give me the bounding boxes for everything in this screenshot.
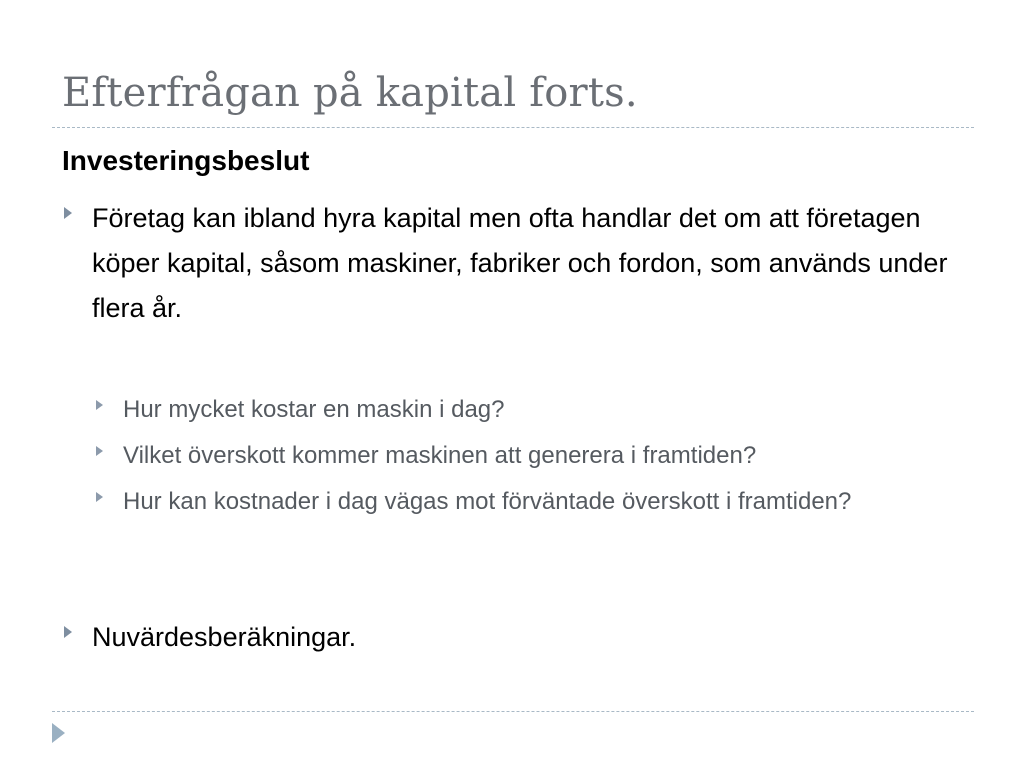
sub-bullet-arrow-icon bbox=[96, 446, 103, 456]
sub-bullet-arrow-icon bbox=[96, 400, 103, 410]
title-divider bbox=[52, 127, 974, 128]
sub-bullet-item bbox=[95, 482, 945, 521]
sub-bullet-text: Vilket överskott kommer maskinen att generera i framtiden? bbox=[123, 442, 757, 469]
bullet-item bbox=[62, 196, 952, 331]
sub-bullet-text: Hur kan kostnader i dag vägas mot förväntade överskott i framtiden? bbox=[123, 488, 852, 515]
footer-divider bbox=[52, 711, 974, 712]
section-heading: Investeringsbeslut bbox=[62, 145, 310, 176]
bullet-text: Företag kan ibland hyra kapital men ofta handlar det om att företagen köper kapital, såsom maskiner, fabriker och fordon, som används under flera år. bbox=[92, 203, 948, 323]
sub-bullet-item bbox=[95, 436, 945, 475]
footer-triangle-icon bbox=[52, 723, 65, 743]
sub-bullet-item bbox=[95, 390, 945, 429]
bullet-arrow-icon bbox=[64, 207, 72, 219]
sub-bullet-text: Hur mycket kostar en maskin i dag? bbox=[123, 396, 505, 423]
slide-title: Efterfrågan på kapital forts. bbox=[62, 70, 638, 116]
bullet-arrow-icon bbox=[64, 626, 72, 638]
bullet-item bbox=[62, 615, 952, 660]
sub-bullet-arrow-icon bbox=[96, 492, 103, 502]
bullet-text: Nuvärdesberäkningar. bbox=[92, 622, 357, 652]
